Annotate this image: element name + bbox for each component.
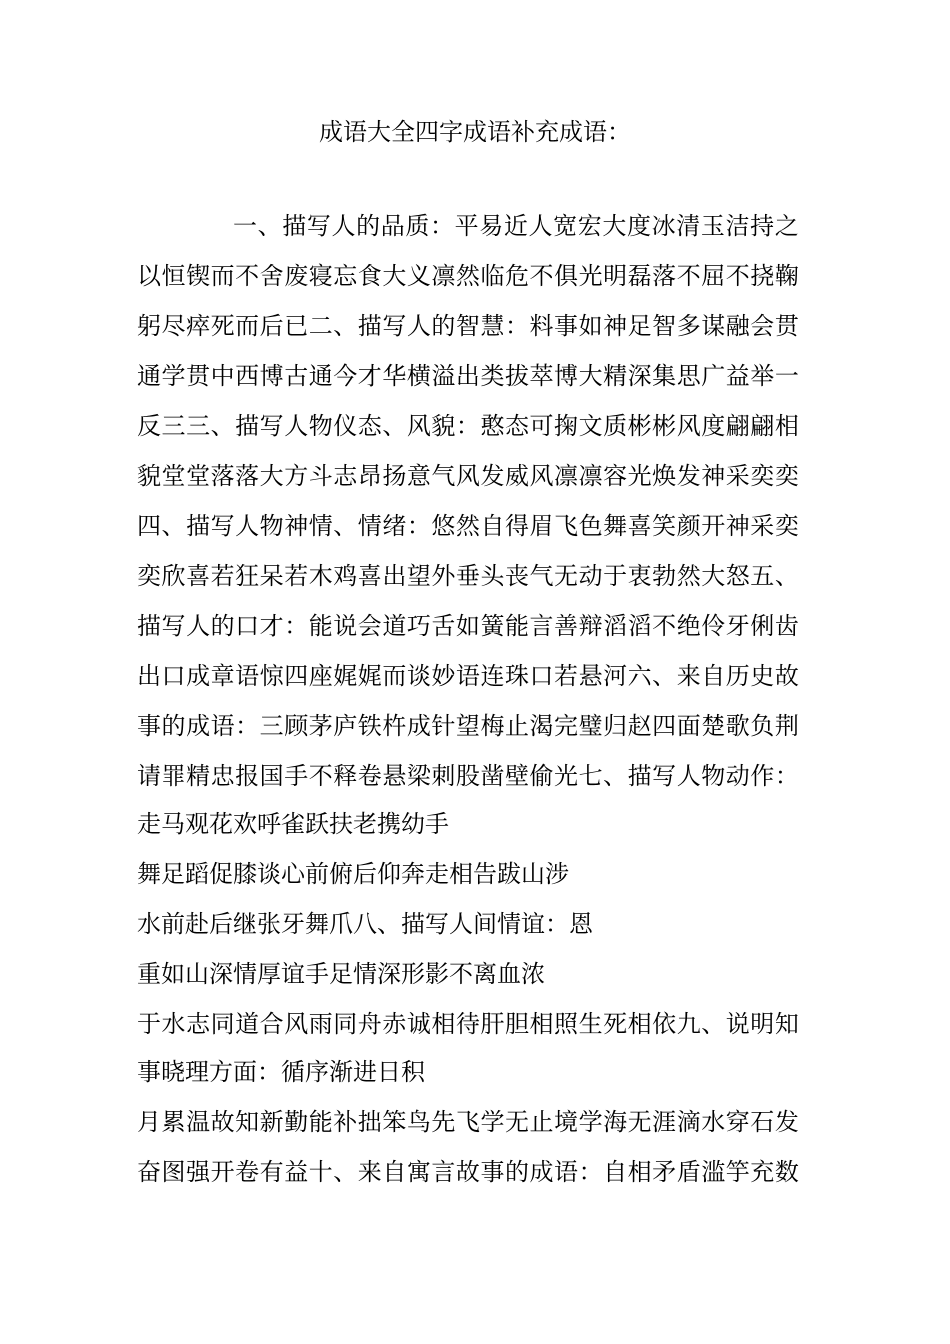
paragraph-line: 事晓理方面：循序渐进日积: [137, 1058, 425, 1086]
paragraph-line: 以 恒 锲 而 不 舍 废 寝 忘 食 大 义 凛 然 临 危 不 俱 光 明 磊 落 不 屈 不 挠 鞠: [137, 262, 799, 290]
paragraph-line: 出 口 成 章 语 惊 四 座 娓 娓 而 谈 妙 语 连 珠 口 若 悬 河 六 、 来 自 历 史 故: [137, 662, 799, 690]
paragraph-line: 舞足蹈促膝谈心前俯后仰奔走相告跋山涉: [137, 860, 569, 888]
paragraph-line: 躬 尽 瘁 死 而 后 已 二 、 描 写 人 的 智 慧 ： 料 事 如 神 足 智 多 谋 融 会 贯: [137, 312, 799, 340]
document-title: 成语大全四字成语补充成语：: [319, 118, 631, 146]
paragraph-line: 反 三 三 、 描 写 人 物 仪 态 、 风 貌 ： 憨 态 可 掬 文 质 彬 彬 风 度 翩 翩 相: [137, 412, 799, 440]
paragraph-line: 水前赴后继张牙舞爪八、描写人间情谊：恩: [137, 910, 593, 938]
paragraph-line: 于 水 志 同 道 合 风 雨 同 舟 赤 诚 相 待 肝 胆 相 照 生 死 相 依 九 、 说 明 知: [137, 1010, 799, 1038]
paragraph-line: 奋 图 强 开 卷 有 益 十 、 来 自 寓 言 故 事 的 成 语 ： 自 相 矛 盾 滥 竽 充 数: [137, 1158, 799, 1186]
paragraph-line: 通 学 贯 中 西 博 古 通 今 才 华 横 溢 出 类 拔 萃 博 大 精 深 集 思 广 益 举 一: [137, 362, 799, 390]
paragraph-line: 重如山深情厚谊手足情深形影不离血浓: [137, 960, 545, 988]
paragraph-line: 请 罪 精 忠 报 国 手 不 释 卷 悬 梁 刺 股 凿 壁 偷 光 七 、 描 写 人 物 动 作 ：: [137, 762, 799, 790]
paragraph-first-line: 一 、 描 写 人 的 品 质 ： 平 易 近 人 宽 宏 大 度 冰 清 玉 洁 持 之: [233, 212, 799, 240]
paragraph-line: 四 、 描 写 人 物 神 情 、 情 绪 ： 悠 然 自 得 眉 飞 色 舞 喜 笑 颜 开 神 采 奕: [137, 512, 799, 540]
paragraph-line: 描 写 人 的 口 才 ： 能 说 会 道 巧 舌 如 簧 能 言 善 辩 滔 滔 不 绝 伶 牙 俐 齿: [137, 612, 799, 640]
paragraph-line: 走马观花欢呼雀跃扶老携幼手: [137, 810, 449, 838]
paragraph-line: 貌 堂 堂 落 落 大 方 斗 志 昂 扬 意 气 风 发 威 风 凛 凛 容 光 焕 发 神 采 奕 奕: [137, 462, 799, 490]
paragraph-line: 奕 欣 喜 若 狂 呆 若 木 鸡 喜 出 望 外 垂 头 丧 气 无 动 于 衷 勃 然 大 怒 五 、: [137, 562, 799, 590]
paragraph-line: 月 累 温 故 知 新 勤 能 补 拙 笨 鸟 先 飞 学 无 止 境 学 海 无 涯 滴 水 穿 石 发: [137, 1108, 799, 1136]
paragraph-line: 事 的 成 语 ： 三 顾 茅 庐 铁 杵 成 针 望 梅 止 渴 完 璧 归 赵 四 面 楚 歌 负 荆: [137, 712, 799, 740]
